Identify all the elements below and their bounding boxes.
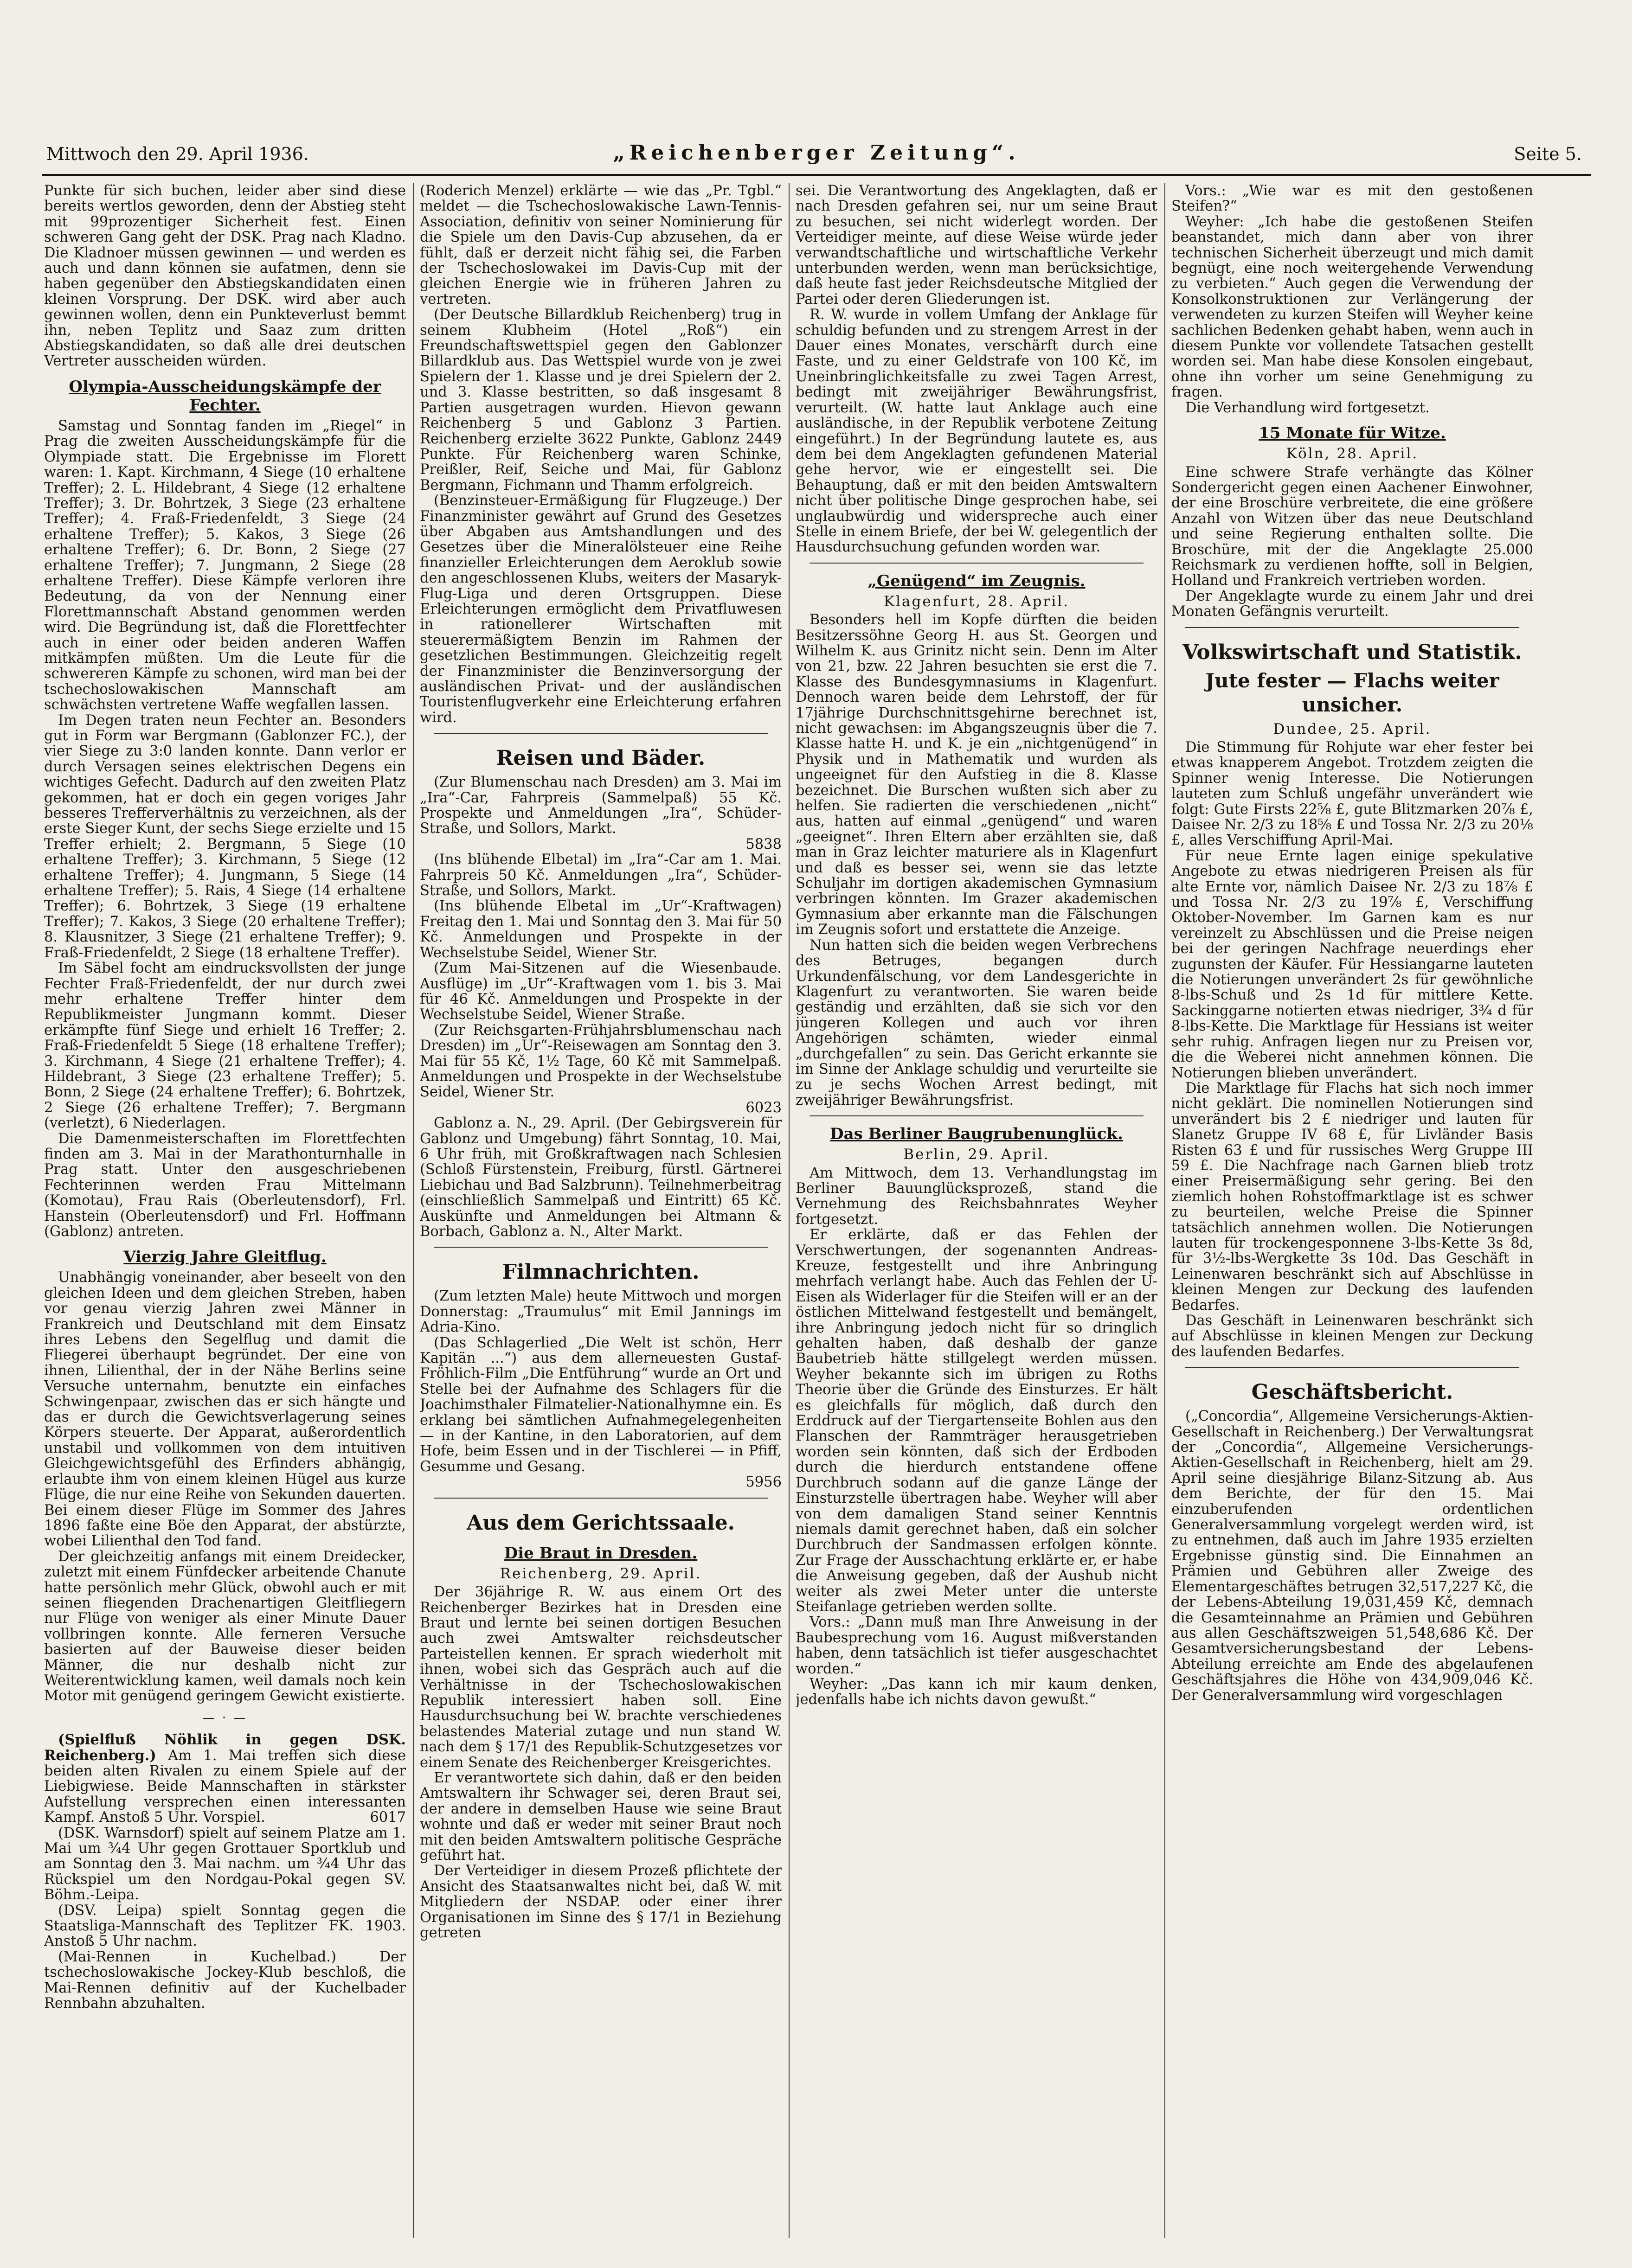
- notice-number: 5956: [745, 1474, 782, 1491]
- notice-text: (Das Schlagerlied „Die Welt ist schön, Herr Kapitän ...“) aus dem allerneuesten Gustaf-Fröhlich-Film „Die Entführung“ wurde an Ort und Stelle bei der Aufnahme des Schlagers für die Joachimsthaler Filmatelier-Nationalhymne ein. Es erklang bei sämtlichen Aufnahmegelegenheiten — in der Kantine, in den Laboratorien, auf dem Hofe, beim Essen und in der Tischlerei — in Pfiff, Gesumme und Gesang.: [420, 1334, 782, 1475]
- article-text: Er erklärte, daß er das Fehlen der Verschwertungen, der sogenannten Andreas-Kreuze, festgestellt und ihre Anbringung mehrfach verlangt habe. Auch das Fehlen der U-Eisen als Widerlager für die Steifen will er an der östlichen Mittelwand festgestellt und bemängelt, ihre Anbringung jedoch nicht für so dringlich gehalten haben, daß deshalb der ganze Baubetrieb hätte stillgelegt werden müssen. Weyher bekannte sich im übrigen zu Roths Theorie über die Gründe des Einsturzes. Er hält es gleichfalls für möglich, daß durch den Erddruck auf der Tiergartenseite Bohlen aus den Flanschen der Rammträger herausgetrieben worden sein könnten, daß sich der Erdboden durch die hierdurch entstandene offene Durchbruch sodann auf die ganze Länge der Einsturzstelle übertragen habe. Weyher will aber von dem damaligen Stand seiner Kenntnis niemals damit gerechnet haben, daß ein solcher Durchbruch der Sandmassen erfolgen könnte. Zur Frage der Ausschachtung erklärte er, er habe die Anweisung gegeben, daß der Aushub nicht weiter als zwei Meter unter die unterste Steifanlage getrieben werden sollte.: [796, 1227, 1157, 1615]
- article-text: Der Angeklagte wurde zu einem Jahr und drei Monaten Gefängnis verurteilt.: [1171, 588, 1533, 620]
- article-text: Weyher: „Das kann ich mir kaum denken, jedenfalls habe ich nichts davon gewußt.“: [796, 1676, 1157, 1708]
- notice-number: 6017: [370, 1809, 406, 1826]
- section-rule: [810, 563, 1144, 564]
- section-rule: [1185, 627, 1519, 628]
- article-text: Die Damenmeisterschaften im Florettfechten finden am 3. Mai in der Marathonturnhalle in Prag statt. Unter den ausgeschriebenen Fechterinnen werden Frau Mittelmann (Komotau), Frau Rais (Oberleutensdorf), Frl. Hanstein (Oberleutensdorf) und Frl. Hoffmann (Gablonz) antreten.: [44, 1130, 406, 1240]
- article-heading: Das Berliner Baugrubenunglück.: [830, 1125, 1123, 1144]
- article-heading: Vierzig Jahre Gleitflug.: [123, 1248, 327, 1267]
- header-rule: [42, 174, 1591, 176]
- notice-label: (Spielfluß Nöhlik in gegen DSK. Reichenberg.): [44, 1731, 406, 1764]
- column-4: [1171, 183, 1533, 2238]
- notice-text: (Mai-Rennen in Kuchelbad.) Der tschechoslowakische Jockey-Klub beschloß, die Mai-Rennen definitiv auf der Kuchelbader Rennbahn abzuhalten.: [44, 1948, 406, 2012]
- article-text: Eine schwere Strafe verhängte das Kölner Sondergericht gegen einen Aachener Einwohner, der eine Broschüre verbreitete, die eine größere Anzahl von Witzen über das neue Deutschland und seine Regierung enthalten sollte. Die Broschüre, mit der die Angeklagte 25.000 Reichsmark zu verdienen hoffte, soll in Belgien, Holland und Frankreich vertrieben worden.: [1171, 464, 1533, 589]
- notice-number: 5838: [745, 836, 782, 852]
- section-heading: Geschäftsbericht.: [1251, 1380, 1453, 1404]
- dateline: Berlin, 29. April.: [903, 1146, 1050, 1163]
- article-text: Im Degen traten neun Fechter an. Besonders gut in Form war Bergmann (Gablonzer FC.), der vier Siege zu 3:0 landen konnte. Dann verlor er durch Versagen seines elektrischen Degens ein wichtiges Gefecht. Dadurch auf den zweiten Platz gekommen, hat er doch ein gegen voriges Jahr besseres Trefferverhältnis zu verzeichnen, als der erste Sieger Kunt, der sechs Siege erzielte und 15 Treffer erhielt; 2. Bergmann, 5 Siege (10 erhaltene Treffer); 3. Kirchmann, 5 Siege (12 erhaltene Treffer); 4. Jungmann, 5 Siege (14 erhaltene Treffer); 5. Rais, 4 Siege (14 erhaltene Treffer); 6. Bohrtzek, 3 Siege (19 erhaltene Treffer); 7. Kakos, 3 Siege (20 erhaltene Treffer); 8. Klausnitzer, 3 Siege (21 erhaltene Treffer); 9. Fraß-Friedenfeldt, 2 Siege (18 erhaltene Treffer).: [44, 712, 406, 961]
- notice-text: (Ins blühende Elbetal) im „Ira“-Car am 1. Mai. Fahrpreis 50 Kč. Anmeldungen „Ira“, Schüder-Straße, und Sollors, Markt.: [420, 852, 782, 899]
- article-text: Punkte für sich buchen, leider aber sind diese bereits wertlos geworden, denn der Abstieg steht mit 99prozentiger Sicherheit fest. Einen schweren Gang geht der DSK. Prag nach Kladno. Die Kladnoer müssen gewinnen — und werden es auch und dann können sie aufatmen, denn sie haben gegenüber den Abstiegskandidaten einen kleinen Vorsprung. Der DSK. wird aber auch gewinnen wollen, denn ein Punkteverlust bemmt ihn, neben Teplitz und Saaz zum dritten Abstiegskandidaten, so daß alle drei deutschen Vertreter ausscheiden würden.: [44, 183, 406, 370]
- separator: — · —: [202, 1711, 248, 1725]
- article-text: Die Marktlage für Flachs hat sich noch immer nicht geklärt. Die nominellen Notierungen sind unverändert bis 2 £ niedriger und lauten für Slanetz Gruppe IV 68 £, für Livländer Basis Risten 63 £ und für russisches Werg Gruppe III 59 £. Die Nachfrage nach Garnen blieb trotz einer Preisermäßigung sehr gering. Bei den ziemlich hohen Rohstoffmarktlage ist es schwer zu beurteilen, welche Preise die Spinner tatsächlich annehmen wollen. Die Notierungen lauten für trockengesponnene 3-lbs-Kette 3s 8d, für 3½-lbs-Wergkette 3s 10d. Das Geschäft in Leinenwaren beschränkt sich auf Abschlüsse in kleinen Mengen zur Deckung des laufenden Bedarfes.: [1171, 1080, 1533, 1313]
- dateline: Klagenfurt, 28. April.: [883, 593, 1070, 610]
- section-heading: Reisen und Bäder.: [496, 746, 706, 770]
- article-heading: Jute fester — Flachs weiter unsicher.: [1205, 669, 1499, 716]
- section-rule: [434, 1247, 768, 1248]
- article-text: (Roderich Menzel) erklärte — wie das „Pr. Tgbl.“ meldet — die Tschechoslowakische Lawn-Tennis-Association, definitiv von seiner Nominierung für die Spiele um den Davis-Cup abzusehen, da er fühlt, daß er derzeit nicht fähig sei, die Farben der Tschechoslowakei im Davis-Cup mit der gleichen Energie wie in früheren Jahren zu vertreten.: [420, 183, 782, 308]
- article-text: („Concordia“, Allgemeine Versicherungs-Aktien-Gesellschaft in Reichenberg.) Der Verwaltungsrat der „Concordia“, Allgemeine Versicherungs-Aktien-Gesellschaft in Reichenberg, hielt am 29. April seine diesjährige Bilanz-Sitzung ab. Aus dem Berichte, der für den 15. Mai einzuberufenden ordentlichen Generalversammlung vorgelegt werden wird, ist zu entnehmen, daß auch im Jahre 1935 erzielten Ergebnisse günstig sind. Die Einnahmen an Prämien und Gebühren aller Zweige des Elementargeschäftes betrugen 32,517,227 Kč, die der Lebens-Abteilung 19,031,459 Kč, demnach die Gesamteinnahme an Prämien und Gebühren aus allen Geschäftszweigen 51,548,686 Kč. Der Gesamtversicherungsbestand der Lebens-Abteilung erreichte am Ende des abgelaufenen Geschäftsjahres die Höhe von 434,909,046 Kč. Der Generalversammlung wird vorgeschlagen: [1171, 1408, 1533, 1704]
- notice-text: (Zum letzten Male) heute Mittwoch und morgen Donnerstag: „Traumulus“ mit Emil Jannings im Adria-Kino.: [420, 1288, 782, 1336]
- page-number: Seite 5.: [1514, 144, 1582, 164]
- article-text: Das Geschäft in Leinenwaren beschränkt sich auf Abschlüsse in kleinen Mengen zur Deckung des laufenden Bedarfes.: [1171, 1313, 1533, 1360]
- column-divider: [789, 183, 790, 2238]
- dateline: Köln, 28. April.: [1286, 445, 1419, 462]
- notice-text: (DSK. Warnsdorf) spielt auf seinem Platze am 1. Mai um ¾4 Uhr gegen Grottauer Sportklub und am Sonntag den 3. Mai nachm. um ¾4 Uhr das Rückspiel um den Nordgau-Pokal gegen SV. Böhm.-Leipa.: [44, 1825, 406, 1903]
- section-rule: [1185, 1367, 1519, 1368]
- article-text: Vors.: „Dann muß man Ihre Anweisung in der Baubesprechung vom 16. August mißverstanden haben, denn tatsächlich ist tiefer ausgeschachtet worden.“: [796, 1614, 1157, 1677]
- article-text: Die Verhandlung wird fortgesetzt.: [1185, 399, 1430, 416]
- article-text: Die Stimmung für Rohjute war eher fester bei etwas knapperem Angebot. Trotzdem zeigten die Spinner wenig Interesse. Die Notierungen lauteten zum Schluß ungefähr unverändert wie folgt: Gute Firsts 22⅝ £, gute Blitzmarken 20⅞ £, Daisee Nr. 2/3 zu 18⅝ £ und Tossa Nr. 2/3 zu 20⅛ £, alles Verschiffung April-Mai.: [1171, 739, 1533, 849]
- article-text: Besonders hell im Kopfe dürften die beiden Besitzerssöhne Georg H. aus St. Georgen und Wilhelm K. aus Grinitz nicht sein. Denn im Alter von 21, bzw. 22 Jahren besuchten sie erst die 7. Klasse des Bundesgymnasiums in Klagenfurt. Dennoch waren beide dem Lehrstoff, der für 17jährige Durchschnittsgehirne berechnet ist, nicht gewachsen: im Abgangszeugnis über die 7. Klasse hatte H. und K. je ein „nichtgenügend“ in Physik und in Mathematik und wurden als ungeeignet für den Aufstieg in die 8. Klasse bezeichnet. Die Burschen wußten sich aber zu helfen. Sie radierten die verschiedenen „nicht“ aus, hatten auf einmal „genügend“ und waren „geeignet“. Ihren Eltern aber erzählten sie, daß man in Graz leichter maturiere als in Klagenfurt und daß es besser sei, wenn sie das letzte Schuljahr im dortigen akademischen Gymnasium verbringen könnten. Im Grazer akademischen Gymnasium aber erkannte man die Fälschungen im Zeugnis sofort und erstattete die Anzeige.: [796, 612, 1157, 938]
- dateline: Reichenberg, 29. April.: [500, 1565, 702, 1582]
- article-text: R. W. wurde in vollem Umfang der Anklage für schuldig befunden und zu strengem Arrest in der Dauer eines Monates, verschärft durch eine Faste, und zu einer Geldstrafe von 100 Kč, im Uneinbringlichkeitsfalle zu zwei Tagen Arrest, bedingt mit zweijähriger Bewährungsfrist, verurteilt. (W. hatte laut Anklage auch eine ausländische, in der Republik verbotene Zeitung eingeführt.) In der Begründung lautete es, aus dem bei dem Angeklagten gefundenen Material gehe hervor, wie er eingestellt sei. Die Behauptung, daß er mit den beiden Amtswaltern nicht über politische Dinge gesprochen habe, sei unglaubwürdig und widerspreche auch einer Stelle in einem Briefe, der bei W. gelegentlich der Hausdurchsuchung gefunden worden war.: [796, 307, 1157, 556]
- section-rule: [434, 1498, 768, 1499]
- article-heading: Olympia-Ausscheidungskämpfe der Fechter.: [69, 377, 381, 415]
- article-text: Der gleichzeitig anfangs mit einem Dreidecker, zuletzt mit einem Fünfdecker arbeitende Chanute hatte persönlich mehr Glück, obwohl auch er mit seinen fliegenden Drachenartigen Gleitfliegern nur Flüge von weniger als einer Minute Dauer vollbringen konnte. Alle ferneren Versuche basierten auf der Bauweise dieser beiden Männer, die nur deshalb nicht zur Weiterentwicklung kamen, weil damals noch kein Motor mit genügend geringem Gewicht existierte.: [44, 1548, 406, 1704]
- article-text: Samstag und Sonntag fanden im „Riegel“ in Prag die zweiten Ausscheidungskämpfe für die Olympiade statt. Die Ergebnisse im Florett waren: 1. Kapt. Kirchmann, 4 Siege (10 erhaltene Treffer); 2. L. Hildebrant, 4 Siege (12 erhaltene Treffer); 3. Dr. Bohrtzek, 3 Siege (23 erhaltene Treffer); 4. Fraß-Friedenfeldt, 3 Siege (24 erhaltene Treffer); 5. Kakos, 3 Siege (26 erhaltene Treffer); 6. Dr. Bonn, 2 Siege (27 erhaltene Treffer); 7. Jungmann, 2 Siege (28 erhaltene Treffer). Diese Kämpfe verloren ihre Bedeutung, da von der Nennung einer Florettmannschaft Abstand genommen werden wird. Die Begründung ist, daß die Florettfechter auch in einer oder beiden anderen Waffen mitkämpfen müßten. Um die Leute für die schwereren Kämpfe zu schonen, wird man bei der tschechoslowakischen Mannschaft am schwächsten vertretene Waffe wegfallen lassen.: [44, 417, 406, 713]
- notice-text: (Zur Reichsgarten-Frühjahrsblumenschau nach Dresden) im „Ur“-Reisewagen am Sonntag den 3. Mai für 55 Kč, 1½ Tage, 60 Kč mit Sammelpaß. Anmeldungen und Prospekte in der Wechselstube Seidel, Wiener Str.: [420, 1022, 782, 1101]
- article-text: (Benzinsteuer-Ermäßigung für Flugzeuge.) Der Finanzminister gewährt auf Grund des Gesetzes über Abgaben aus Amtshandlungen und des Gesetzes über die Mineralölsteuer eine Reihe finanzieller Erleichterungen dem Aeroklub sowie den angeschlossenen Klubs, weiters der Masaryk-Flug-Liga und deren Ortsgruppen. Diese Erleichterungen ermöglicht dem Privatfluwesen in rationellerer Wirtschaften mit steuerermäßigtem Benzin im Rahmen der gesetzlichen Bestimmungen. Gleichzeitig regelt der Finanzminister die Benzinversorgung der ausländischen Privat- und der ausländischen Touristenflugverkehr eine Erleichterung erfahren wird.: [420, 493, 782, 726]
- notice-text: Gablonz a. N., 29. April. (Der Gebirgsverein für Gablonz und Umgebung) fährt Sonntag, 10. Mai, 6 Uhr früh, mit Großkraftwagen nach Schlesien (Schloß Fürstenstein, Freiburg, fürstl. Gärtnerei Liebichau und Bad Salzbrunn). Teilnehmerbeitrag (einschließlich Sammelpaß und Eintritt) 65 Kč. Auskünfte und Anmeldungen bei Altmann & Borbach, Gablonz a. N., Alter Markt.: [420, 1115, 782, 1240]
- column-2: [420, 183, 782, 2238]
- dateline: Dundee, 25. April.: [1273, 720, 1432, 737]
- article-text: Der Verteidiger in diesem Prozeß pflichtete der Ansicht des Staatsanwaltes nicht bei, daß W. mit Mitgliedern der NSDAP. oder einer ihrer Organisationen im Sinne des § 17/1 in Beziehung getreten: [420, 1863, 782, 1941]
- article-text: sei. Die Verantwortung des Angeklagten, daß er nach Dresden gefahren sei, nur um seine Braut zu besuchen, sei nicht widerlegt worden. Der Verteidiger meinte, auf diese Weise würde jeder verwandtschaftliche und wirtschaftliche Verkehr unterbunden werden, wenn man berücksichtige, daß heute fast jeder Reichsdeutsche Mitglied der Partei oder deren Gliederungen ist.: [796, 183, 1157, 308]
- article-text: Im Säbel focht am eindrucksvollsten der junge Fechter Fraß-Friedenfeldt, der nur durch zwei mehr erhaltene Treffer hinter dem Republikmeister Jungmann kommt. Dieser erkämpfte fünf Siege und erhielt 16 Treffer; 2. Fraß-Friedenfeldt 5 Siege (18 erhaltene Treffer); 3. Kirchmann, 4 Siege (21 erhaltene Treffer); 4. Hildebrant, 3 Siege (23 erhaltene Treffer); 5. Bonn, 2 Siege (24 erhaltene Treffer); 6. Bohrtzek, 2 Siege (26 erhaltene Treffer); 7. Bergmann (verletzt), 6 Niederlagen.: [44, 960, 406, 1132]
- column-3: [796, 183, 1157, 2238]
- article-text: (Der Deutsche Billardklub Reichenberg) trug in seinem Klubheim (Hotel „Roß“) ein Freundschaftswettspiel gegen den Gablonzer Billardklub aus. Das Wettspiel wurde von je zwei Spielern der 1. Klasse und je drei Spielern der 2. und 3. Klasse bestritten, so daß insgesamt 8 Partien ausgetragen wurden. Hievon gewann Reichenberg 5 und Gablonz 3 Partien. Reichenberg erzielte 3622 Punkte, Gablonz 2449 Punkte. Für Reichenberg waren Schinke, Preißler, Reif, Seiche und Mai, für Gablonz Bergmann, Fichmann und Thamm erfolgreich.: [420, 307, 782, 493]
- article-heading: Die Braut in Dresden.: [504, 1544, 698, 1563]
- article-heading: „Genügend“ im Zeugnis.: [867, 571, 1086, 590]
- article-text: Vors.: „Wie war es mit den gestoßenen Steifen?“: [1171, 183, 1533, 215]
- article-text: Unabhängig voneinander, aber beseelt von den gleichen Ideen und dem gleichen Streben, haben vor genau vierzig Jahren zwei Männer in Frankreich und Deutschland mit dem Einsatz ihres Lebens den Segelflug und damit die Fliegerei überhaupt begründet. Der eine von ihnen, Lilienthal, der in der Nähe Berlins seine Versuche unternahm, benutzte ein einfaches Schwingenpaar, zwischen das er sich hängte und das er durch die Gewichtsverlagerung seines Körpers steuerte. Der Apparat, außerordentlich unstabil und vollkommen von dem intuitiven Gleichgewichtsgefühl des Erfinders abhängig, erlaubte ihm von einem kleinen Hügel aus kurze Flüge, die nur eine Reihe von Sekunden dauerten. Bei einem dieser Flüge im Sommer des Jahres 1896 faßte eine Böe den Apparat, der abstürzte, wobei Lilienthal den Tod fand.: [44, 1269, 406, 1550]
- column-1: [44, 183, 406, 2238]
- notice-text: (Ins blühende Elbetal im „Ur“-Kraftwagen) Freitag den 1. Mai und Sonntag den 3. Mai für 50 Kč. Anmeldungen und Prospekte in der Wechselstube Seidel, Wiener Str.: [420, 898, 782, 961]
- section-rule: [810, 1115, 1144, 1116]
- section-rule: [434, 733, 768, 734]
- notice-text: Am 1. Mai treffen sich diese beiden alten Rivalen zu einem Spiele auf der Liebigwiese. Beide Mannschaften in stärkster Aufstellung versprechen einen interessanten Kampf. Anstoß 5 Uhr. Vorspiel.: [44, 1747, 406, 1826]
- article-text: Er verantwortete sich dahin, daß er den beiden Amtswaltern ihr Schwager sei, deren Braut sei, der andere in demselben Hause wie seine Braut wohnte und daß er weder mit seiner Braut noch mit den beiden Amtswaltern politische Gespräche geführt hat.: [420, 1769, 782, 1864]
- article-text: Der 36jährige R. W. aus einem Ort des Reichenberger Bezirkes hat in Dresden eine Braut und lernte bei seinen dortigen Besuchen auch zwei Amtswalter reichsdeutscher Parteistellen kennen. Er sprach wiederholt mit ihnen, wobei sich das Gespräch auch auf die Verhältnisse in der Tschechoslowakischen Republik interessiert haben soll. Eine Hausdurchsuchung bei W. brachte verschiedenes belastendes Material zutage und nun stand W. nach dem § 17/1 des Republik-Schutzgesetzes vor einem Senate des Reichenberger Kreisgerichtes.: [420, 1584, 782, 1771]
- newspaper-title: „Reichenberger Zeitung“.: [613, 141, 1020, 165]
- article-text: Nun hatten sich die beiden wegen Verbrechens des Betruges, begangen durch Urkundenfälschung, vor dem Landesgerichte in Klagenfurt zu verantworten. Sie waren beide geständig und erzählten, daß sie sich vor den jüngeren Kollegen und auch vor ihren Angehörigen schämten, wieder einmal „durchgefallen“ zu sein. Das Gericht erkannte sie im Sinne der Anklage schuldig und verurteilte sie zu je sechs Wochen Arrest bedingt, mit zweijähriger Bewährungsfrist.: [796, 937, 1157, 1108]
- masthead: [42, 139, 1591, 167]
- column-divider: [1164, 183, 1165, 2238]
- section-heading: Volkswirtschaft und Statistik.: [1182, 640, 1522, 664]
- notice-text: (DSV. Leipa) spielt Sonntag gegen die Staatsliga-Mannschaft des Teplitzer FK. 1903. Anstoß 5 Uhr nachm.: [44, 1902, 406, 1950]
- notice-number: 6023: [745, 1099, 782, 1116]
- section-heading: Filmnachrichten.: [502, 1260, 700, 1284]
- article-text: Am Mittwoch, dem 13. Verhandlungstag im Berliner Bauunglücksprozeß, stand die Vernehmung des Reichsbahnrates Weyher fortgesetzt.: [796, 1165, 1157, 1228]
- notice-text: (Zur Blumenschau nach Dresden) am 3. Mai im „Ira“-Car, Fahrpreis (Sammelpaß) 55 Kč. Prospekte und Anmeldungen „Ira“, Schüder-Straße, und Sollors, Markt.: [420, 774, 782, 837]
- section-heading: Aus dem Gerichtssaale.: [466, 1511, 735, 1535]
- article-text: Weyher: „Ich habe die gestoßenen Steifen beanstandet, mich dann aber von ihrer technischen Sicherheit überzeugt und mich damit begnügt, eine noch weitergehende Verwendung zu verbieten.“ Auch gegen die Verwendung der Konsolkonstruktionen zur Verlängerung der verwendeten zu kurzen Steifen will Weyher keine sachlichen Bedenken gehabt haben, wenn auch in diesem Punkte vor vollendete Tatsachen gestellt worden sei. Man habe diese Konsolen eingebaut, ohne ihn vorher um seine Genehmigung zu fragen.: [1171, 213, 1533, 401]
- article-heading: 15 Monate für Witze.: [1259, 424, 1446, 443]
- column-divider: [413, 183, 414, 2238]
- notice-text: (Zum Mai-Sitzenen auf die Wiesenbaude. Ausflüge) im „Ur“-Kraftwagen vom 1. bis 3. Mai für 46 Kč. Anmeldungen und Prospekte in der Wechselstube Seidel, Wiener Straße.: [420, 960, 782, 1023]
- issue-date: Mittwoch den 29. April 1936.: [46, 144, 309, 164]
- article-text: Für neue Ernte lagen einige spekulative Angebote zu etwas niedrigeren Preisen als für alte Ernte vor, nämlich Daisee Nr. 2/3 zu 18⅞ £ und Tossa Nr. 2/3 zu 19⅞ £, Verschiffung Oktober-November. Im Garnen kam es nur vereinzelt zu Abschlüssen und die Preise neigen bei der geringen Nachfrage neuerdings eher zugunsten der Käufer. Für Hessiangarne lauteten die Notierungen unverändert 2s für gewöhnliche 8-lbs-Schuß und 2s 1d für mittlere Kette. Sackinggarne notierten etwas niedriger, 3¾ d für 8-lbs-Kette. Die Marktlage für Hessians ist weiter sehr ruhig. Anfragen liegen nur zu Preisen vor, die die Weberei nicht annehmen können. Die Notierungen blieben unverändert.: [1171, 847, 1533, 1081]
